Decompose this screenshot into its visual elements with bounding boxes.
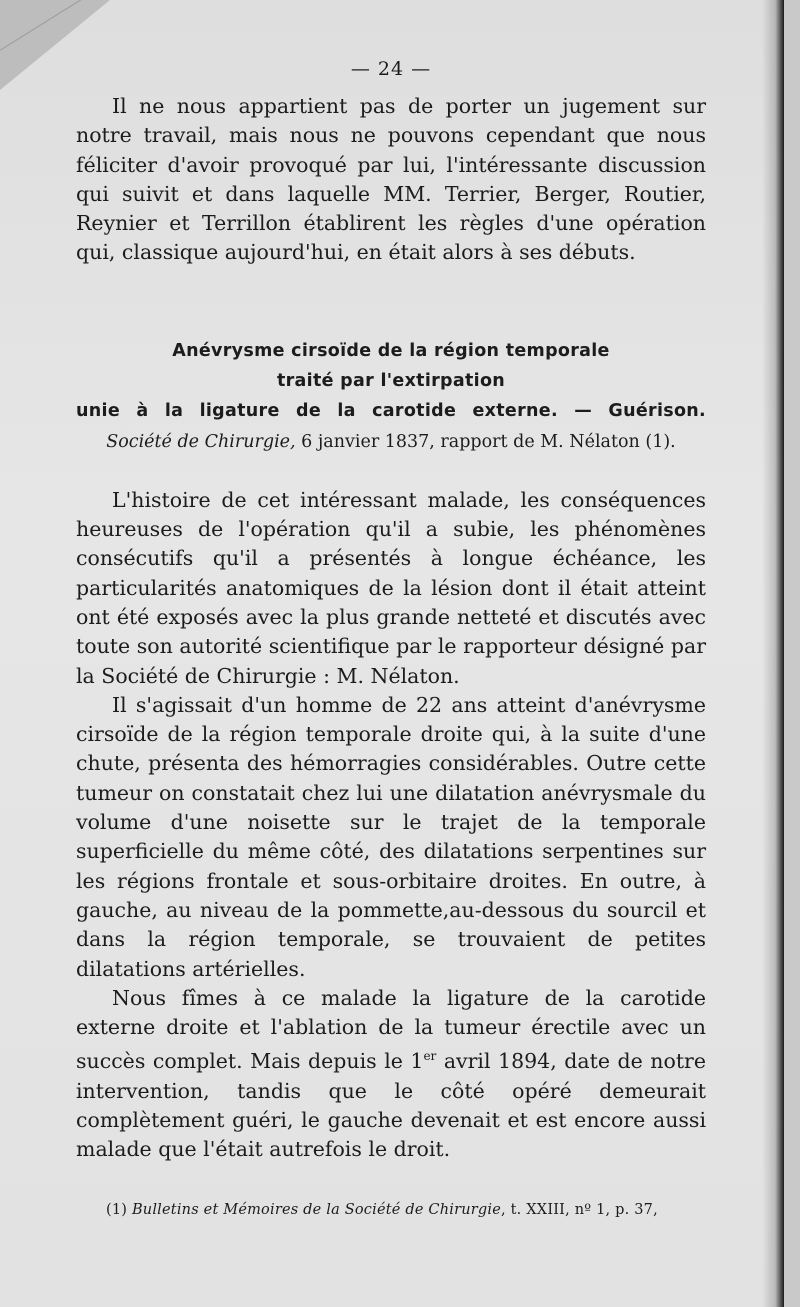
heading-line-2: traité par l'extirpation [276,370,506,391]
page-text [76,58,706,1218]
footnote-title: Bulletins et Mémoires de la Société de Chirurgie [131,1202,502,1219]
footnote-ref: , t. XXIII, nº 1, p. 37, [501,1202,658,1219]
body-paragraph-2: Il s'agissait d'un homme de 22 ans atteint d'anévrysme cirsoïde de la région temporale droite qui, à la suite d'une chute, présenta des hémorragies considérables. Outre cette tumeur on constatait chez lui une dilatation anévrysmale du volume d'une noisette sur le trajet de la temporale superficielle du même côté, des dilatations serpentines sur les régions frontale et sous-orbitaire droites. En outre, à gauche, au niveau de la pommette,au-dessous du sourcil et dans la région temporale, se trouvaient de petites dilatations artérielles. [76,692,706,981]
source-citation [76,432,706,452]
heading-line-1: Anévrysme cirsoïde de la région temporale [172,340,610,361]
source-details: 6 janvier 1837, rapport de M. Nélaton (1). [295,431,676,452]
ordinal-suffix: er [423,1049,437,1064]
body-paragraph-3 [76,984,706,1165]
page-number: — 24 — [350,58,432,80]
page-edge-shadow [762,0,784,1307]
heading-line-3: unie à la ligature de la carotide externe. — Guérison. [76,400,706,421]
body-paragraph-1: L'histoire de cet intéressant malade, les conséquences heureuses de l'opération qu'il a subie, les phénomènes consécutifs qu'il a présentés à longue échéance, les particularités anatomiques de la lésion dont il était atteint ont été exposés avec la plus grande netteté et discutés avec toute son autorité scientifique par le rapporteur désigné par la Société de Chirurgie : M. Nélaton. [76,487,706,688]
para3-after: avril 1894, date de notre intervention, tandis que le côté opéré demeurait complètement guéri, le gauche devenait et est encore aussi malade que l'était autrefois le droit. [76,1049,706,1162]
footnote-mark: (1) [106,1202,132,1219]
footnote [76,1202,706,1218]
intro-paragraph: Il ne nous appartient pas de porter un jugement sur notre travail, mais nous ne pouvons cependant que nous féliciter d'avoir provoqué par lui, l'intéressante discussion qui suivit et dans laquelle MM. Terrier, Berger, Routier, Reynier et Terrillon établirent les règles d'une opération qui, classique aujourd'hui, en était alors à ses débuts. [76,94,706,265]
section-heading [76,336,706,426]
para3-before: Nous fîmes à ce malade la ligature de la carotide externe droite et l'ablation de la tumeur érectile avec un succès complet. Mais depuis le 1 [76,985,706,1074]
society-name: Société de Chirurgie, [106,431,296,452]
